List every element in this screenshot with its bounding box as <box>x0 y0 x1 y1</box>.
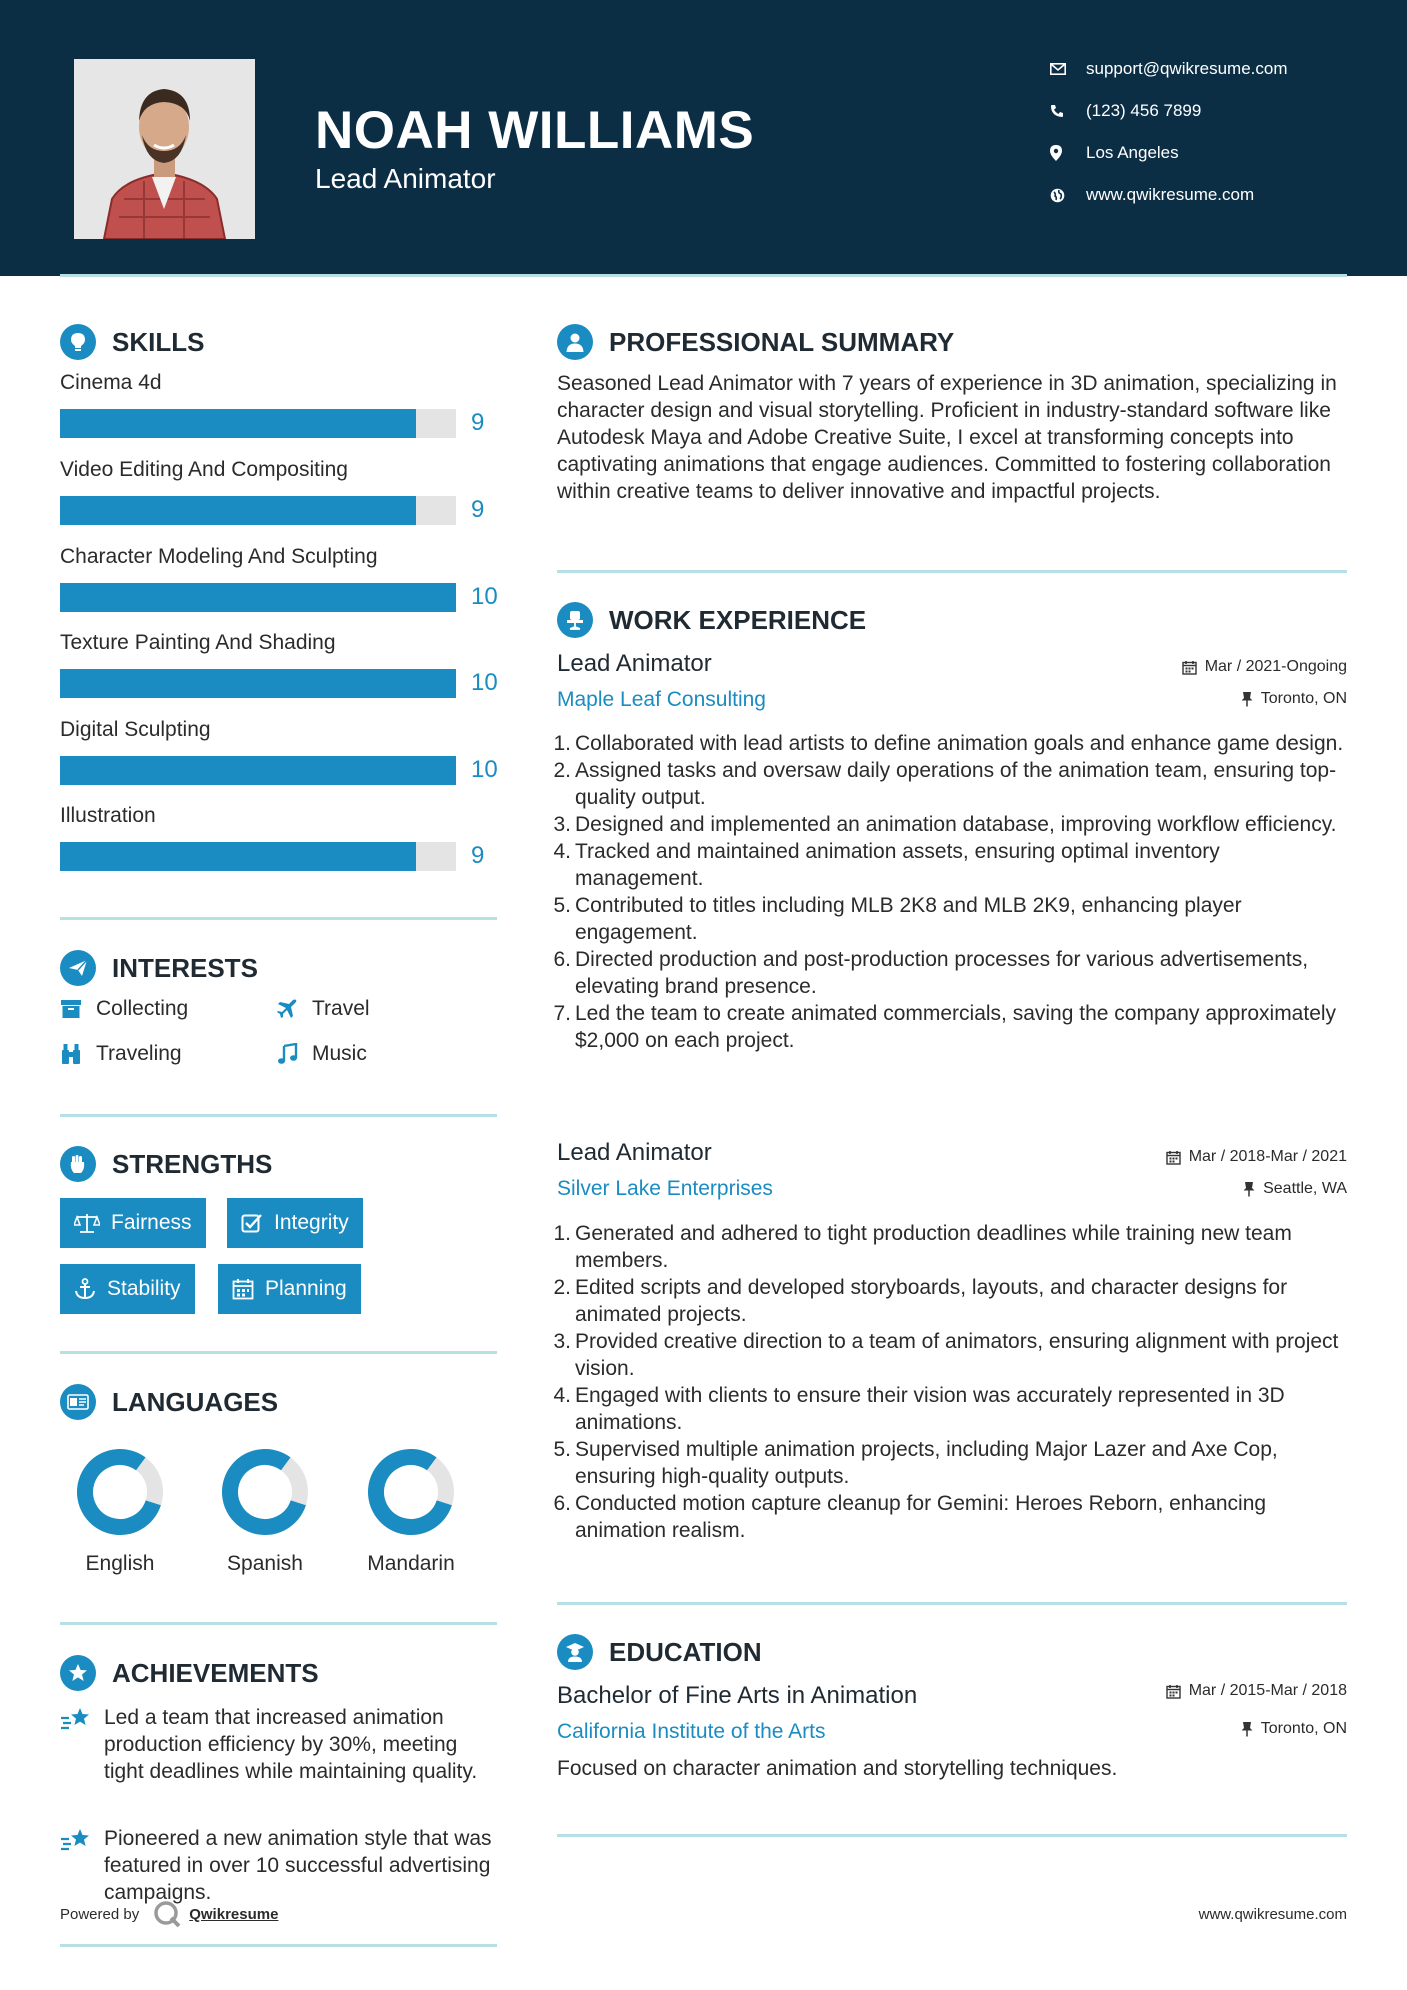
user-icon <box>557 324 593 360</box>
skill-bar-fill <box>60 583 456 612</box>
contact-website[interactable] <box>1050 182 1370 208</box>
list-item: 6. Conducted motion capture cleanup for Gemini: Heroes Reborn, enhancing animation realism. <box>553 1492 1267 1542</box>
contact-email[interactable] <box>1050 56 1370 82</box>
education-location-text: Toronto, ON <box>1260 1720 1347 1737</box>
skill-label: Illustration <box>60 804 156 827</box>
skill-bar-fill <box>60 496 416 525</box>
pushpin-icon <box>1241 691 1253 707</box>
calendar-icon <box>232 1278 254 1300</box>
powered-by-text: Powered by <box>60 1905 140 1923</box>
skill-bar <box>60 756 456 785</box>
education-location <box>1241 1720 1347 1738</box>
interest-label: Music <box>312 1042 367 1065</box>
education-degree: Bachelor of Fine Arts in Animation <box>557 1682 918 1709</box>
candidate-name: NOAH WILLIAMS <box>315 101 755 160</box>
language-label: Mandarin <box>367 1552 455 1575</box>
list-item: 5. Contributed to titles including MLB 2K8 and MLB 2K9, enhancing player engagement. <box>553 894 1242 944</box>
briefcase-chair-icon <box>557 602 593 638</box>
interest-item <box>276 1042 367 1066</box>
skill-bar-fill <box>60 842 416 871</box>
contact-location-text: Los Angeles <box>1086 143 1179 162</box>
job-location <box>1241 690 1347 708</box>
skill-value: 10 <box>471 669 498 696</box>
language-card-icon <box>60 1384 96 1420</box>
achievement-text: Led a team that increased animation production efficiency by 30%, meeting tight deadlines while maintaining quality. <box>104 1706 478 1783</box>
job-title: Lead Animator <box>557 1139 712 1166</box>
archive-box-icon <box>60 999 96 1019</box>
achievement-text: Pioneered a new animation style that was featured in over 10 successful advertising campaigns. <box>104 1827 492 1904</box>
skill-value: 9 <box>471 842 485 869</box>
footer-website-link[interactable]: www.qwikresume.com <box>1198 1906 1347 1923</box>
contact-phone-text: (123) 456 7899 <box>1086 101 1202 120</box>
summary-heading-text: PROFESSIONAL SUMMARY <box>609 326 955 357</box>
music-note-icon <box>276 1043 312 1065</box>
language-label: Spanish <box>227 1552 303 1575</box>
summary-text: Seasoned Lead Animator with 7 years of experience in 3D animation, specializing in character design and visual storytelling. Proficient in industry-standard software like Autodesk Maya and Adobe Creative Suite, I excel at transforming concepts into captivating animations that engage audiences. Committed to fostering collaboration within creative teams to deliver innovative and impactful projects. <box>557 372 1337 503</box>
education-school: California Institute of the Arts <box>557 1720 826 1743</box>
header-divider <box>60 274 1347 277</box>
skill-bar <box>60 842 456 871</box>
interest-item <box>60 1042 182 1066</box>
work-heading <box>557 602 866 638</box>
education-heading <box>557 1634 762 1670</box>
paper-plane-icon <box>60 950 96 986</box>
list-item: 2. Edited scripts and developed storyboards, layouts, and character designs for animated projects. <box>553 1276 1288 1326</box>
job-location-text: Toronto, ON <box>1260 690 1347 707</box>
summary-heading <box>557 324 954 360</box>
resume-header <box>0 0 1407 276</box>
language-label: English <box>85 1552 155 1575</box>
interest-label: Travel <box>312 997 370 1020</box>
skill-label: Character Modeling And Sculpting <box>60 545 378 568</box>
contact-location <box>1050 140 1370 166</box>
pushpin-icon <box>1241 1721 1253 1737</box>
strength-label: Integrity <box>274 1211 349 1234</box>
interest-item <box>276 997 370 1021</box>
strength-tag <box>227 1198 363 1248</box>
strength-tag <box>60 1264 195 1314</box>
achievement-item <box>60 1704 500 1785</box>
binoculars-icon <box>60 1043 96 1065</box>
map-pin-icon <box>1050 145 1086 161</box>
list-item: 6. Directed production and post-production processes for various advertisements, elevating brand presence. <box>553 948 1309 998</box>
achievements-heading <box>60 1655 319 1691</box>
strengths-heading-text: STRENGTHS <box>112 1148 273 1179</box>
section-divider <box>60 917 497 920</box>
pushpin-icon <box>1243 1181 1255 1197</box>
skills-heading <box>60 324 204 360</box>
job-company: Maple Leaf Consulting <box>557 688 766 711</box>
profile-photo <box>74 59 255 239</box>
section-divider <box>60 1622 497 1625</box>
job-location <box>1243 1180 1347 1198</box>
strength-label: Fairness <box>111 1211 192 1234</box>
shooting-star-icon <box>60 1704 104 1785</box>
airplane-icon <box>276 998 312 1020</box>
achievement-item <box>60 1825 500 1906</box>
candidate-role: Lead Animator <box>315 163 496 194</box>
education-description: Focused on character animation and storytelling techniques. <box>557 1757 1118 1780</box>
skill-value: 9 <box>471 409 485 436</box>
skill-label: Digital Sculpting <box>60 718 211 741</box>
language-level-donut <box>368 1449 454 1535</box>
check-square-icon <box>241 1212 263 1234</box>
language-level-donut <box>77 1449 163 1535</box>
skill-bar <box>60 583 456 612</box>
skill-value: 10 <box>471 756 498 783</box>
skill-bar <box>60 496 456 525</box>
lightbulb-icon <box>60 324 96 360</box>
globe-icon <box>1050 188 1086 203</box>
job-dates <box>1166 1148 1347 1166</box>
skill-label: Cinema 4d <box>60 371 162 394</box>
contact-email-text: support@qwikresume.com <box>1086 59 1288 78</box>
list-item: 1. Collaborated with lead artists to define animation goals and enhance game design. <box>553 732 1344 755</box>
section-divider <box>557 1834 1347 1837</box>
job-title: Lead Animator <box>557 650 712 677</box>
skill-bar <box>60 669 456 698</box>
skill-label: Video Editing And Compositing <box>60 458 348 481</box>
strengths-heading <box>60 1146 272 1182</box>
list-item: 4. Engaged with clients to ensure their vision was accurately represented in 3D animations. <box>553 1384 1285 1434</box>
skill-bar-fill <box>60 409 416 438</box>
list-item: 4. Tracked and maintained animation assets, ensuring optimal inventory management. <box>553 840 1220 890</box>
shooting-star-icon <box>60 1825 104 1906</box>
languages-heading-text: LANGUAGES <box>112 1386 279 1417</box>
section-divider <box>60 1114 497 1117</box>
interest-item <box>60 997 188 1021</box>
anchor-icon <box>74 1278 96 1300</box>
balance-scale-icon <box>74 1212 100 1234</box>
section-divider <box>557 1602 1347 1605</box>
strength-tag <box>60 1198 206 1248</box>
interest-label: Collecting <box>96 997 189 1020</box>
strength-tag <box>218 1264 361 1314</box>
calendar-icon <box>1166 1150 1181 1165</box>
section-divider <box>60 1944 497 1947</box>
education-dates-text: Mar / 2015-Mar / 2018 <box>1188 1682 1347 1699</box>
job-bullets <box>551 730 1347 1054</box>
skill-value: 10 <box>471 583 498 610</box>
list-item: 7. Led the team to create animated commercials, saving the company approximately $2,000 on each project. <box>553 1002 1337 1052</box>
achievements-heading-text: ACHIEVEMENTS <box>112 1657 319 1688</box>
job-location-text: Seattle, WA <box>1263 1180 1347 1197</box>
interests-heading <box>60 950 258 986</box>
contact-website-text: www.qwikresume.com <box>1086 185 1255 204</box>
languages-heading <box>60 1384 278 1420</box>
skill-bar-fill <box>60 669 456 698</box>
list-item: 1. Generated and adhered to tight production deadlines while training new team members. <box>553 1222 1292 1272</box>
contact-phone[interactable] <box>1050 98 1370 124</box>
strength-label: Planning <box>265 1277 347 1300</box>
job-dates <box>1182 658 1347 676</box>
list-item: 3. Provided creative direction to a team of animators, ensuring alignment with project vision. <box>553 1330 1339 1380</box>
skill-label: Texture Painting And Shading <box>60 631 336 654</box>
job-dates-text: Mar / 2021-Ongoing <box>1204 658 1347 675</box>
qwikresume-logo-icon <box>153 1900 181 1928</box>
work-heading-text: WORK EXPERIENCE <box>609 604 867 635</box>
skill-value: 9 <box>471 496 485 523</box>
envelope-icon <box>1050 63 1086 75</box>
education-heading-text: EDUCATION <box>609 1636 762 1667</box>
job-company: Silver Lake Enterprises <box>557 1177 773 1200</box>
strength-label: Stability <box>107 1277 181 1300</box>
language-level-donut <box>222 1449 308 1535</box>
phone-icon <box>1050 104 1086 118</box>
graduate-icon <box>557 1634 593 1670</box>
education-dates <box>1166 1682 1347 1700</box>
powered-by <box>60 1900 278 1928</box>
skill-bar <box>60 409 456 438</box>
calendar-icon <box>1182 660 1197 675</box>
job-bullets <box>551 1220 1347 1544</box>
skill-bar-fill <box>60 756 456 785</box>
interests-heading-text: INTERESTS <box>112 952 258 983</box>
raised-fist-icon <box>60 1146 96 1182</box>
calendar-icon <box>1166 1684 1181 1699</box>
star-badge-icon <box>60 1655 96 1691</box>
job-dates-text: Mar / 2018-Mar / 2021 <box>1188 1148 1347 1165</box>
list-item: 2. Assigned tasks and oversaw daily operations of the animation team, ensuring top-quality output. <box>553 759 1337 809</box>
section-divider <box>557 570 1347 573</box>
skills-heading-text: SKILLS <box>112 326 205 357</box>
list-item: 5. Supervised multiple animation projects, including Major Lazer and Axe Cop, ensuring high-quality outputs. <box>553 1438 1278 1488</box>
list-item: 3. Designed and implemented an animation database, improving workflow efficiency. <box>553 813 1337 836</box>
interest-label: Traveling <box>96 1042 182 1065</box>
section-divider <box>60 1351 497 1354</box>
powered-by-brand-link[interactable]: Qwikresume <box>189 1905 279 1923</box>
